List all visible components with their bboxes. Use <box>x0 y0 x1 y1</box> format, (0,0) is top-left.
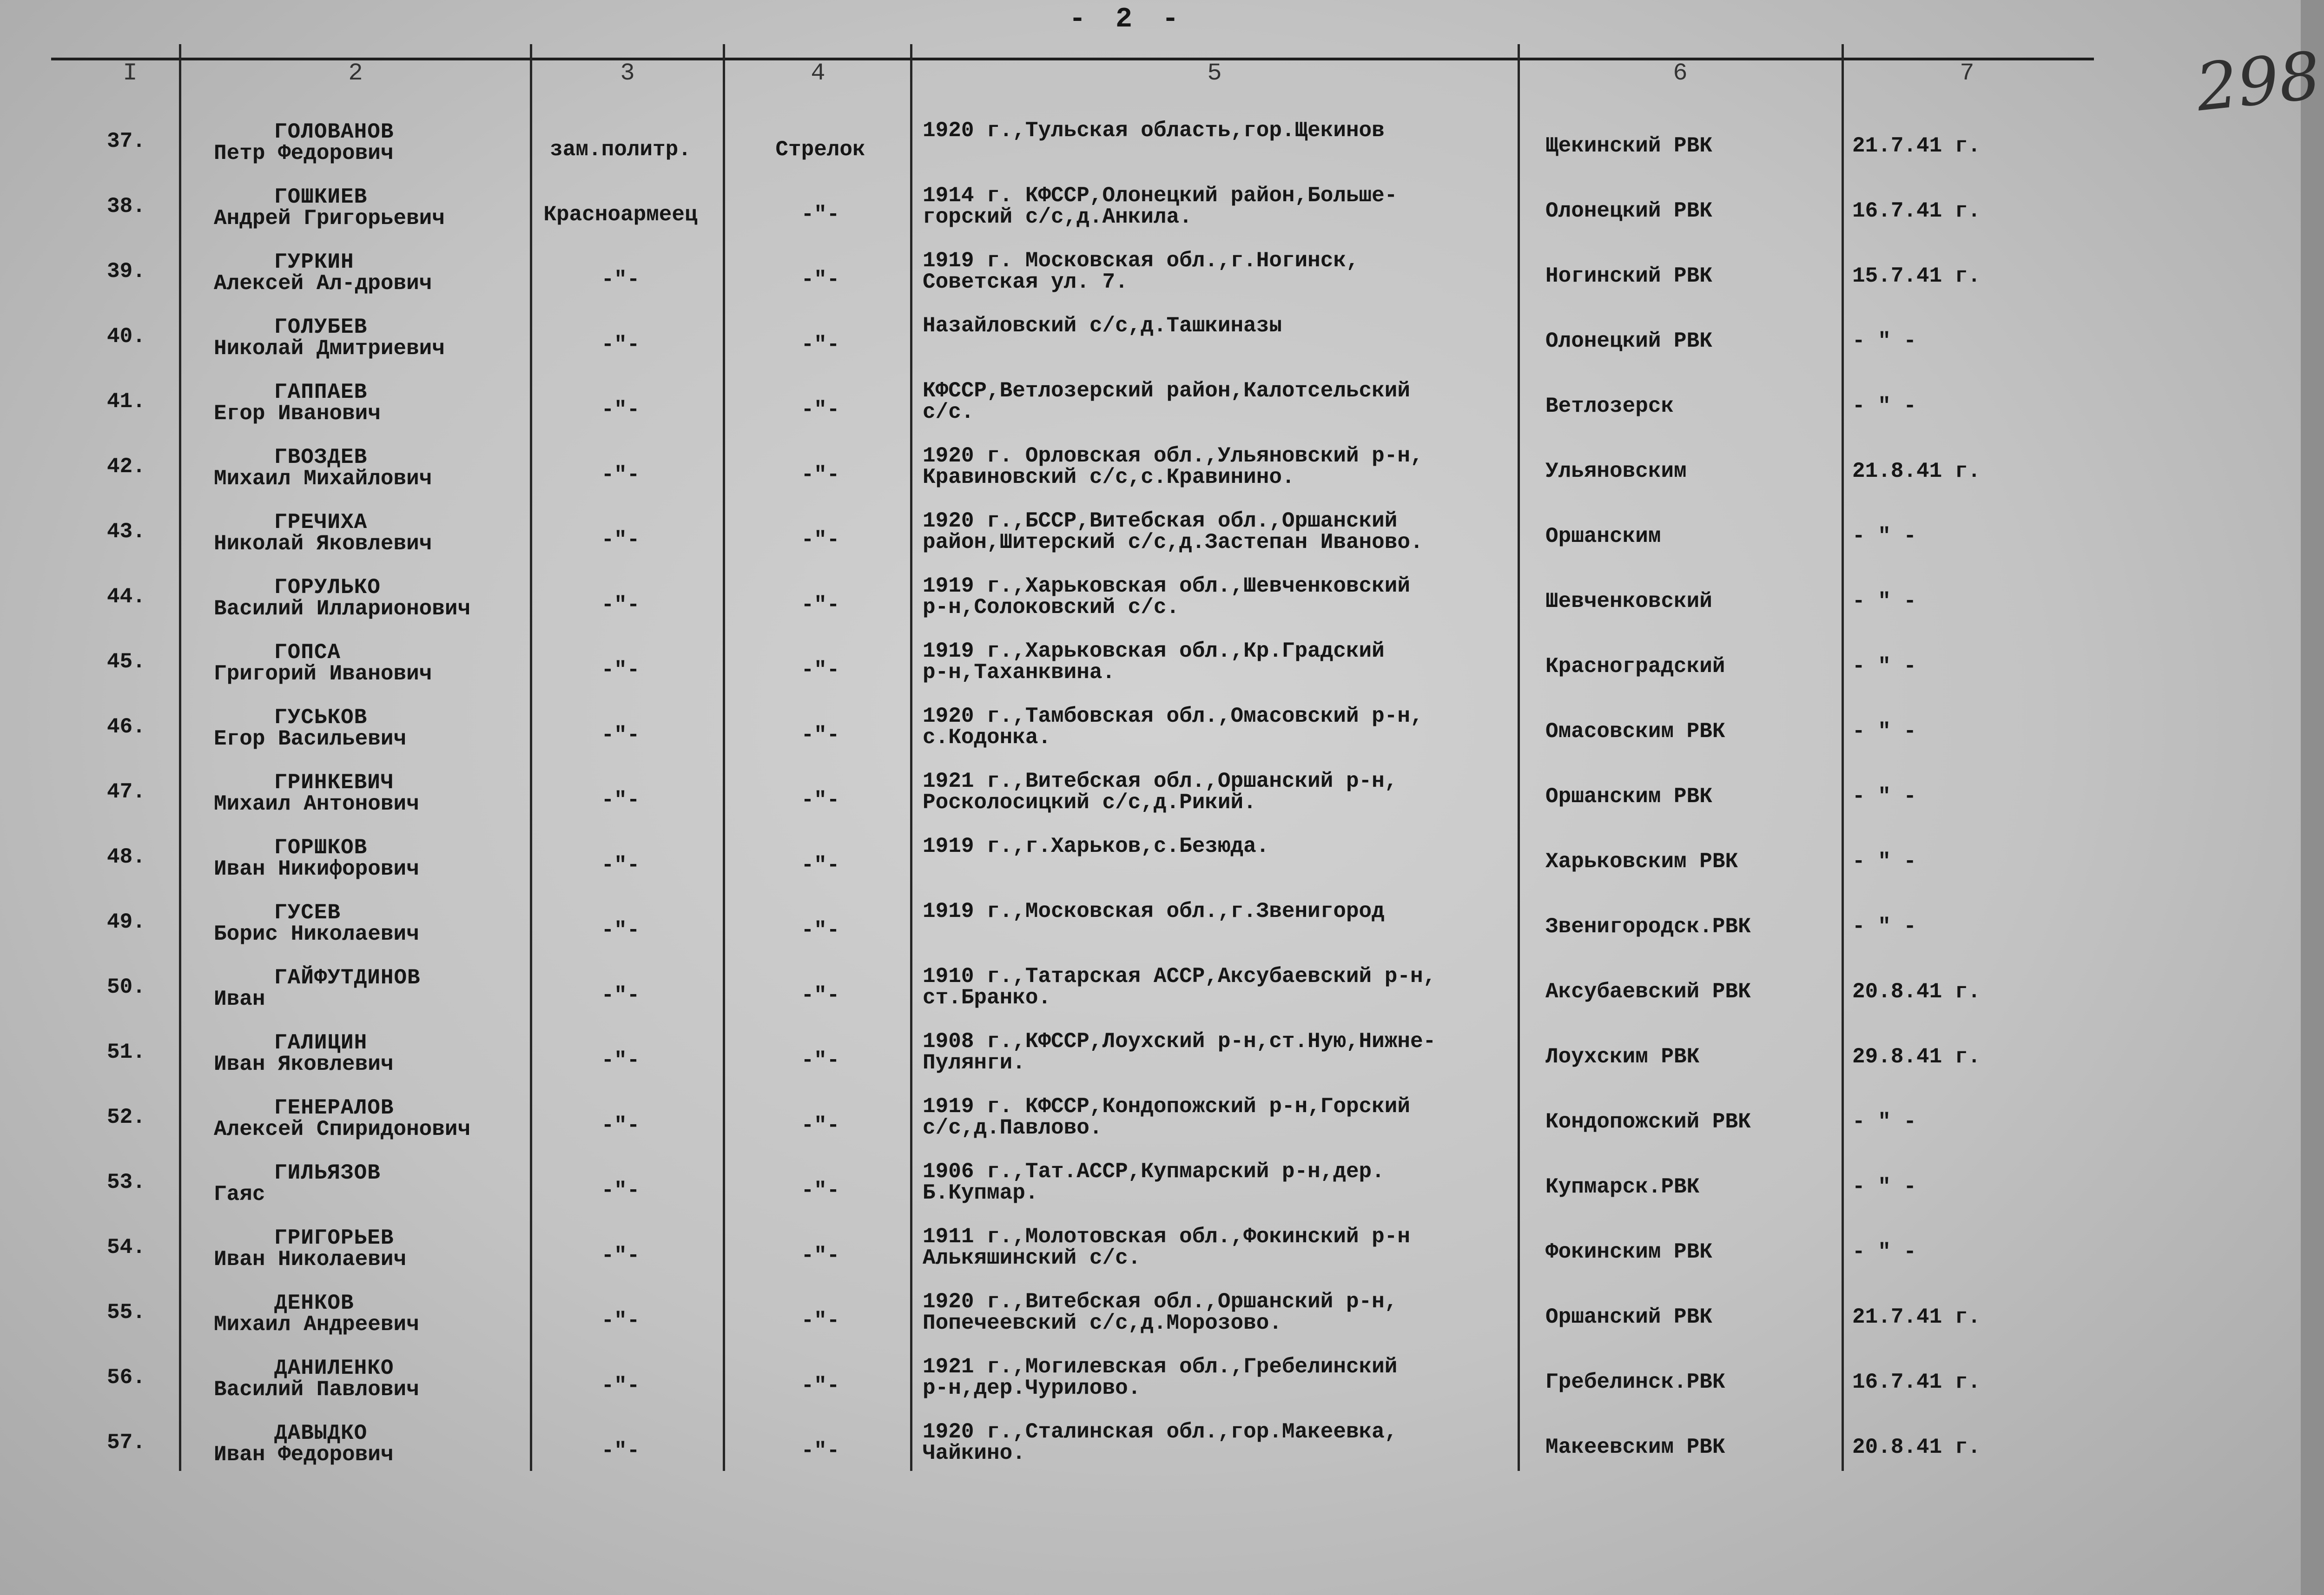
row-number: 39. <box>107 259 145 283</box>
rank: -"- <box>601 593 640 617</box>
given-name: Михаил Антонович <box>214 792 419 816</box>
table-row <box>0 380 2301 445</box>
given-name: Андрей Григорьевич <box>214 206 445 231</box>
role: -"- <box>801 203 840 227</box>
birth-info: 1921 г.,Могилевская обл.,Гребелинский р-н,дер.Чурилово. <box>923 1355 1398 1400</box>
given-name: Гаяс <box>214 1182 265 1206</box>
surname: ГВОЗДЕВ <box>274 445 368 469</box>
draft-office: Оршанский РВК <box>1545 1305 1712 1329</box>
draft-office: Купмарск.РВК <box>1545 1175 1700 1199</box>
row-number: 42. <box>107 455 145 479</box>
surname: ГУРКИН <box>274 250 354 274</box>
column-header: 5 <box>1207 59 1222 87</box>
column-header: 2 <box>348 59 363 87</box>
row-number: 46. <box>107 715 145 739</box>
role: -"- <box>801 268 840 292</box>
table-row <box>0 1226 2301 1291</box>
row-number: 54. <box>107 1235 145 1259</box>
draft-office: Омасовским РВК <box>1545 719 1725 744</box>
given-name: Алексей Ал-дрович <box>214 271 432 296</box>
draft-office: Ульяновским <box>1545 459 1687 483</box>
given-name: Михаил Андреевич <box>214 1312 419 1337</box>
draft-office: Ногинский РВК <box>1545 264 1712 288</box>
table-row <box>0 1421 2301 1486</box>
surname: ГРЕЧИХА <box>274 510 368 534</box>
draft-office: Харьковским РВК <box>1545 850 1738 874</box>
table-row <box>0 315 2301 380</box>
surname: ГАППАЕВ <box>274 380 368 404</box>
role: -"- <box>801 723 840 747</box>
date: 21.7.41 г. <box>1852 134 1981 158</box>
role: -"- <box>801 528 840 552</box>
rank: -"- <box>601 1309 640 1333</box>
role: -"- <box>801 333 840 357</box>
date: 21.7.41 г. <box>1852 1305 1981 1329</box>
rank: -"- <box>601 1244 640 1268</box>
rank: -"- <box>601 268 640 292</box>
draft-office: Лоухским РВК <box>1545 1045 1700 1069</box>
date: 21.8.41 г. <box>1852 459 1981 483</box>
row-number: 48. <box>107 845 145 869</box>
draft-office: Щекинский РВК <box>1545 134 1712 158</box>
date: 16.7.41 г. <box>1852 1370 1981 1394</box>
row-number: 55. <box>107 1300 145 1325</box>
birth-info: 1919 г.,Харьковская обл.,Кр.Градский р-н,Таханквина. <box>923 639 1385 685</box>
role: -"- <box>801 463 840 487</box>
given-name: Егор Иванович <box>214 402 381 426</box>
role: -"- <box>801 1048 840 1073</box>
draft-office: Фокинским РВК <box>1545 1240 1712 1264</box>
table-row <box>0 771 2301 836</box>
table-row <box>0 1356 2301 1421</box>
table-row <box>0 120 2301 185</box>
row-number: 51. <box>107 1040 145 1064</box>
role: -"- <box>801 1179 840 1203</box>
table-row <box>0 185 2301 250</box>
row-number: 44. <box>107 585 145 609</box>
table-row <box>0 1031 2301 1096</box>
birth-info: 1920 г.,Витебская обл.,Оршанский р-н, Попечеевский с/с,д.Морозово. <box>923 1290 1398 1335</box>
column-header: I <box>123 59 138 87</box>
row-number: 45. <box>107 650 145 674</box>
given-name: Петр Федорович <box>214 141 394 165</box>
birth-info: 1920 г.,БССР,Витебская обл.,Оршанский район,Шитерский с/с,д.Застепан Иваново. <box>923 509 1423 554</box>
birth-info: КФССР,Ветлозерский район,Калотсельский с/с. <box>923 379 1410 424</box>
role: -"- <box>801 593 840 617</box>
rank: -"- <box>601 1179 640 1203</box>
surname: ДЕНКОВ <box>274 1291 354 1315</box>
draft-office: Аксубаевский РВК <box>1545 980 1751 1004</box>
date: 29.8.41 г. <box>1852 1045 1981 1069</box>
table-row <box>0 836 2301 901</box>
rank: -"- <box>601 1374 640 1398</box>
role: -"- <box>801 658 840 682</box>
given-name: Иван <box>214 987 265 1011</box>
row-number: 52. <box>107 1105 145 1129</box>
date: 15.7.41 г. <box>1852 264 1981 288</box>
role: -"- <box>801 788 840 812</box>
rank: -"- <box>601 918 640 942</box>
surname: ГАЛИЦИН <box>274 1031 368 1055</box>
birth-info: 1919 г.,Московская обл.,г.Звенигород <box>923 899 1385 923</box>
date: - " - <box>1852 654 1917 679</box>
rank: -"- <box>601 1439 640 1463</box>
given-name: Иван Яковлевич <box>214 1052 394 1076</box>
row-number: 37. <box>107 129 145 153</box>
draft-office: Кондопожский РВК <box>1545 1110 1751 1134</box>
handwritten-page-number: 298 <box>2192 38 2324 126</box>
draft-office: Олонецкий РВК <box>1545 329 1712 353</box>
rank: -"- <box>601 658 640 682</box>
role: -"- <box>801 1309 840 1333</box>
table-row <box>0 901 2301 966</box>
birth-info: Назайловский с/с,д.Ташкиназы <box>923 314 1282 338</box>
role: -"- <box>801 1439 840 1463</box>
surname: ГОРУЛЬКО <box>274 575 381 600</box>
date: - " - <box>1852 329 1917 353</box>
birth-info: 1920 г.,Тульская область,гор.Щекинов <box>923 119 1385 143</box>
birth-info: 1919 г.,г.Харьков,с.Безюда. <box>923 834 1269 858</box>
rank: -"- <box>601 983 640 1008</box>
role: -"- <box>801 918 840 942</box>
rank: -"- <box>601 528 640 552</box>
surname: ДАНИЛЕНКО <box>274 1356 394 1380</box>
surname: ГОЛОВАНОВ <box>274 120 394 144</box>
rank: -"- <box>601 1114 640 1138</box>
table-row <box>0 1096 2301 1161</box>
rank: -"- <box>601 1048 640 1073</box>
role: -"- <box>801 398 840 422</box>
draft-office: Гребелинск.РВК <box>1545 1370 1725 1394</box>
given-name: Василий Павлович <box>214 1378 419 1402</box>
birth-info: 1908 г.,КФССР,Лоухский р-н,ст.Ную,Нижне- Пулянги. <box>923 1029 1436 1075</box>
date: - " - <box>1852 524 1917 548</box>
birth-info: 1911 г.,Молотовская обл.,Фокинский р-н Алькяшинский с/с. <box>923 1225 1410 1270</box>
birth-info: 1914 г. КФССР,Олонецкий район,Больше- горский с/с,д.Анкила. <box>923 184 1398 229</box>
given-name: Иван Федорович <box>214 1443 394 1467</box>
table-row <box>0 1161 2301 1226</box>
given-name: Борис Николаевич <box>214 922 419 946</box>
row-number: 49. <box>107 910 145 934</box>
given-name: Василий Илларионович <box>214 597 471 621</box>
birth-info: 1906 г.,Тат.АССР,Купмарский р-н,дер. Б.Купмар. <box>923 1160 1385 1205</box>
table-row <box>0 705 2301 771</box>
table-row <box>0 640 2301 705</box>
column-header: 7 <box>1960 59 1974 87</box>
row-number: 38. <box>107 194 145 218</box>
date: 20.8.41 г. <box>1852 1435 1981 1459</box>
role: -"- <box>801 853 840 877</box>
date: - " - <box>1852 784 1917 809</box>
table-row <box>0 510 2301 575</box>
row-number: 56. <box>107 1365 145 1390</box>
surname: ГРИНКЕВИЧ <box>274 771 394 795</box>
given-name: Иван Никифорович <box>214 857 419 881</box>
surname: ГИЛЬЯЗОВ <box>274 1161 381 1185</box>
draft-office: Звенигородск.РВК <box>1545 915 1751 939</box>
column-header: 4 <box>811 59 825 87</box>
given-name: Николай Дмитриевич <box>214 336 445 361</box>
draft-office: Ветлозерск <box>1545 394 1674 418</box>
birth-info: 1919 г.,Харьковская обл.,Шевченковский р-н,Солоковский с/с. <box>923 574 1410 620</box>
given-name: Егор Васильевич <box>214 727 407 751</box>
rank: -"- <box>601 853 640 877</box>
given-name: Иван Николаевич <box>214 1247 407 1272</box>
date: - " - <box>1852 1175 1917 1199</box>
row-number: 53. <box>107 1170 145 1194</box>
row-number: 47. <box>107 780 145 804</box>
date: - " - <box>1852 719 1917 744</box>
surname: ГРИГОРЬЕВ <box>274 1226 394 1250</box>
row-number: 50. <box>107 975 145 999</box>
birth-info: 1921 г.,Витебская обл.,Оршанский р-н, Росколосицкий с/с,д.Рикий. <box>923 769 1398 815</box>
table-row <box>0 966 2301 1031</box>
surname: ГОПСА <box>274 640 341 665</box>
rank: -"- <box>601 723 640 747</box>
rank: -"- <box>601 788 640 812</box>
rank: -"- <box>601 463 640 487</box>
role: -"- <box>801 983 840 1008</box>
draft-office: Шевченковский <box>1545 589 1712 613</box>
column-header: 3 <box>620 59 635 87</box>
surname: ДАВЫДКО <box>274 1421 368 1445</box>
surname: ГОРШКОВ <box>274 836 368 860</box>
draft-office: Оршанским <box>1545 524 1661 548</box>
date: - " - <box>1852 394 1917 418</box>
role: Стрелок <box>775 138 865 162</box>
date: 16.7.41 г. <box>1852 199 1981 223</box>
birth-info: 1920 г.,Сталинская обл.,гор.Макеевка, Чайкино. <box>923 1420 1398 1465</box>
surname: ГЕНЕРАЛОВ <box>274 1096 394 1120</box>
date: - " - <box>1852 915 1917 939</box>
birth-info: 1919 г. Московская обл.,г.Ногинск, Советская ул. 7. <box>923 249 1359 294</box>
row-number: 57. <box>107 1430 145 1455</box>
given-name: Николай Яковлевич <box>214 532 432 556</box>
role: -"- <box>801 1114 840 1138</box>
surname: ГОШКИЕВ <box>274 185 368 209</box>
row-number: 40. <box>107 324 145 349</box>
table-row <box>0 250 2301 315</box>
date: - " - <box>1852 1240 1917 1264</box>
birth-info: 1910 г.,Татарская АССР,Аксубаевский р-н, ст.Бранко. <box>923 964 1436 1010</box>
rank: зам.политр. <box>550 138 691 162</box>
row-number: 41. <box>107 389 145 414</box>
draft-office: Олонецкий РВК <box>1545 199 1712 223</box>
date: - " - <box>1852 1110 1917 1134</box>
table-row <box>0 1291 2301 1356</box>
date: 20.8.41 г. <box>1852 980 1981 1004</box>
page-mark: - 2 - <box>1069 4 1186 35</box>
draft-office: Красноградский <box>1545 654 1725 679</box>
row-number: 43. <box>107 520 145 544</box>
surname: ГОЛУБЕВ <box>274 315 368 339</box>
surname: ГАЙФУТДИНОВ <box>274 966 421 990</box>
table-row <box>0 575 2301 640</box>
column-headers <box>0 59 2301 92</box>
birth-info: 1920 г.,Тамбовская обл.,Омасовский р-н, с.Кодонка. <box>923 704 1423 750</box>
rank: Красноармеец <box>543 203 698 227</box>
given-name: Михаил Михайлович <box>214 467 432 491</box>
surname: ГУСЬКОВ <box>274 705 368 730</box>
role: -"- <box>801 1244 840 1268</box>
rank: -"- <box>601 398 640 422</box>
role: -"- <box>801 1374 840 1398</box>
column-header: 6 <box>1673 59 1688 87</box>
draft-office: Макеевским РВК <box>1545 1435 1725 1459</box>
given-name: Алексей Спиридонович <box>214 1117 471 1141</box>
date: - " - <box>1852 589 1917 613</box>
birth-info: 1920 г. Орловская обл.,Ульяновский р-н, Кравиновский с/с,с.Кравинино. <box>923 444 1423 489</box>
date: - " - <box>1852 850 1917 874</box>
surname: ГУСЕВ <box>274 901 341 925</box>
rank: -"- <box>601 333 640 357</box>
table-row <box>0 445 2301 510</box>
draft-office: Оршанским РВК <box>1545 784 1712 809</box>
given-name: Григорий Иванович <box>214 662 432 686</box>
birth-info: 1919 г. КФССР,Кондопожский р-н,Горский с/с,д.Павлово. <box>923 1094 1410 1140</box>
